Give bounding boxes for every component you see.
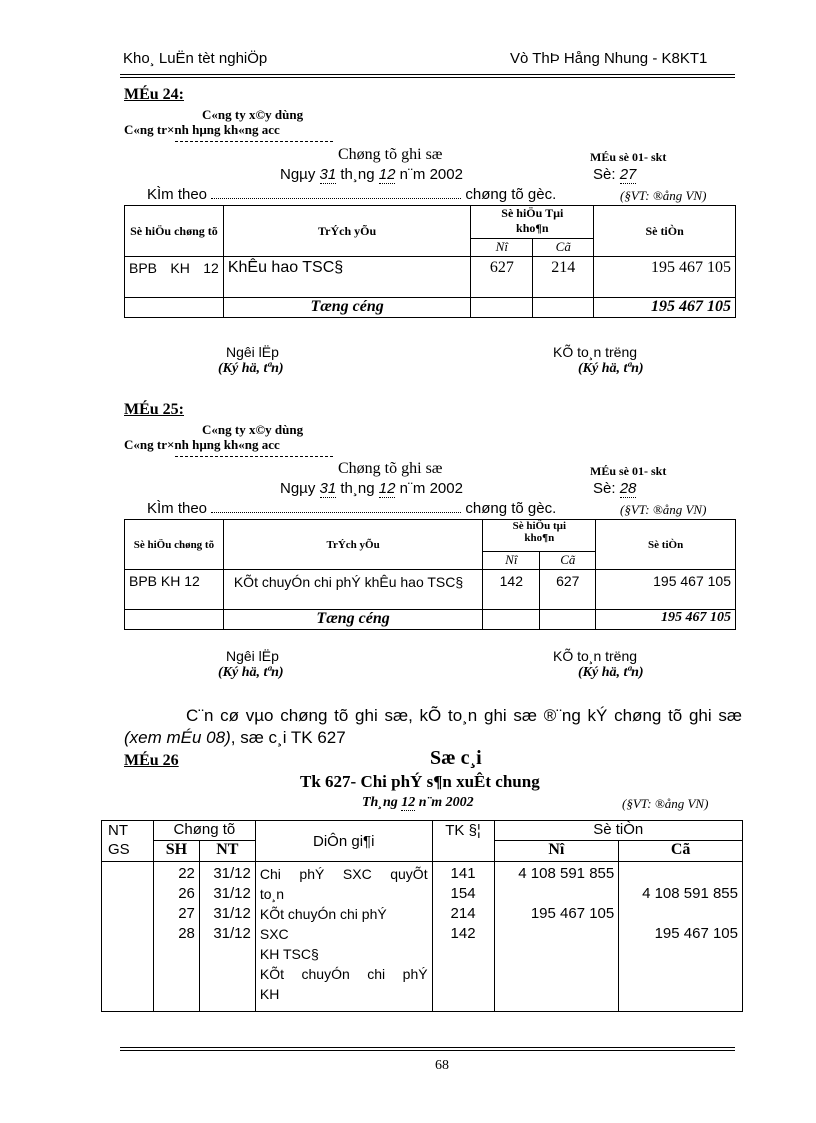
doc24-th-co: Cã — [533, 239, 594, 257]
doc24-total-co — [533, 298, 594, 318]
table-row-no — [499, 924, 615, 944]
doc26-desc-line: SXC — [259, 926, 289, 942]
doc25-th-co: Cã — [540, 552, 596, 570]
doc25-th-desc: TrÝch yÕu — [223, 520, 483, 570]
doc26-th-no: Nî — [494, 841, 619, 862]
doc26-table — [101, 820, 743, 1012]
doc24-label: MÉu 24: — [124, 86, 184, 103]
doc24-th-desc: TrÝch yÕu — [223, 206, 471, 257]
doc24-date-prefix: Ngµy — [280, 166, 316, 183]
table-row-tk: 154 — [450, 885, 476, 902]
table-row-co — [623, 904, 738, 924]
doc24-sig-right: KÕ to¸n trëng — [553, 344, 638, 360]
doc24-form: MÉu sè 01- skt — [590, 150, 667, 164]
doc24-title: Chøng tõ ghi sæ — [338, 146, 443, 163]
doc25-number — [593, 480, 636, 497]
doc26-tk-col — [432, 862, 494, 1012]
doc25-attach-prefix: KÌm theo — [147, 500, 208, 517]
doc25-attach — [147, 500, 556, 517]
doc25-th-no: Nî — [483, 552, 540, 570]
doc24-sig-right-note: (Ký hä, tªn) — [578, 361, 644, 376]
header-rule — [120, 74, 735, 75]
doc24-dash — [175, 141, 333, 142]
footer-rule-2 — [120, 1050, 735, 1051]
doc25-unit: C«ng tr×nh hµng kh«ng acc — [124, 437, 280, 452]
footer-rule — [120, 1047, 735, 1048]
doc26-month: 12 — [401, 795, 416, 810]
doc25-attach-suffix: chøng tõ gèc. — [465, 500, 557, 517]
table-row-sh: 27 — [178, 905, 195, 922]
doc24-desc: KhÊu hao TSC§ — [223, 257, 471, 298]
doc25-no-label: Sè: — [593, 480, 616, 497]
table-row-nt: 31/12 — [213, 865, 251, 882]
para-line2 — [124, 728, 346, 748]
doc26-th-tk: TK §¦ — [432, 821, 494, 862]
doc24-no-label: Sè: — [593, 166, 616, 183]
doc24-unit-note: (§VT: ®ång VN) — [620, 188, 707, 203]
doc24-date — [280, 166, 463, 183]
header-left: Kho¸ LuËn tèt nghiÖp — [123, 50, 268, 67]
doc26-label: MÉu 26 — [124, 752, 179, 769]
doc25-form: MÉu sè 01- skt — [590, 464, 667, 478]
doc25-total-empty — [125, 610, 224, 630]
doc25-date-mid: th¸ng — [340, 480, 375, 497]
doc24-th-acct: Sè hiÖu Tµi kho¶n — [471, 206, 594, 239]
doc26-desc-line: KÕt chuyÓn chi phÝ — [259, 906, 387, 922]
doc24-table — [124, 205, 736, 318]
doc26-period-suffix: n¨m 2002 — [418, 795, 474, 810]
doc25-sig-left-note: (Ký hä, tªn) — [218, 665, 284, 680]
doc24-no: 27 — [619, 166, 637, 183]
doc25-total-co — [540, 610, 596, 630]
doc24-date-mid: th¸ng — [340, 166, 375, 183]
doc24-day: 31 — [319, 166, 337, 183]
doc26-ntgs-cell — [102, 862, 154, 1012]
doc25-attach-dots — [211, 503, 461, 513]
doc25-ref: BPB KH 12 — [125, 570, 224, 610]
doc25-date-suffix: n¨m 2002 — [399, 480, 463, 497]
doc26-nt-col — [199, 862, 255, 1012]
doc25-sig-right: KÕ to¸n trëng — [553, 648, 638, 664]
doc25-th-ref: Sè hiÖu chøng tõ — [125, 520, 224, 570]
doc24-number — [593, 166, 636, 183]
doc25-date-prefix: Ngµy — [280, 480, 316, 497]
doc25-amt: 195 467 105 — [596, 570, 736, 610]
doc24-total-empty — [125, 298, 224, 318]
doc24-total: 195 467 105 — [594, 298, 736, 318]
doc26-desc-line: KÕt chuyÓn chi phÝ — [259, 966, 428, 982]
doc24-amt: 195 467 105 — [594, 257, 736, 298]
doc26-desc-col — [255, 862, 432, 1012]
doc24-date-suffix: n¨m 2002 — [399, 166, 463, 183]
doc26-th-desc: DiÔn gi¶i — [255, 821, 432, 862]
doc24-ref: BPB KH 12 — [125, 257, 224, 298]
doc24-attach — [147, 186, 556, 203]
doc26-th-amt: Sè tiÒn — [494, 821, 743, 841]
doc25-total-label: Tæng céng — [223, 610, 483, 630]
doc26-th-co: Cã — [619, 841, 743, 862]
doc25-no: 142 — [483, 570, 540, 610]
doc26-subtitle: Tk 627- Chi phÝ s¶n xuÊt chung — [300, 772, 540, 791]
table-row-tk: 214 — [450, 905, 476, 922]
doc26-co-col — [619, 862, 743, 1012]
para-line1: C¨n cø vµo chøng tõ ghi sæ, kÕ to¸n ghi sæ ®¨ng kÝ chøng tõ ghi sæ — [186, 706, 742, 725]
doc26-th-ct: Chøng tõ — [153, 821, 255, 841]
doc25-sig-right-note: (Ký hä, tªn) — [578, 665, 644, 680]
doc26-no-col — [494, 862, 619, 1012]
doc24-company: C«ng ty x©y dùng — [202, 107, 304, 122]
doc26-th-nt: NT — [199, 841, 255, 862]
doc25-co: 627 — [540, 570, 596, 610]
table-row-sh: 22 — [178, 865, 195, 882]
table-row-no — [499, 884, 615, 904]
table-row-nt: 31/12 — [213, 885, 251, 902]
doc25-total: 195 467 105 — [596, 610, 736, 630]
doc24-no: 627 — [471, 257, 533, 298]
doc26-desc-line: to¸n — [259, 886, 284, 902]
doc26-th-sh: SH — [153, 841, 199, 862]
para-line2-rest: , sæ c¸i TK 627 — [230, 728, 346, 747]
para-ref: (xem mÉu 08) — [124, 728, 231, 747]
doc25-sig-left: Ngêi lËp — [226, 648, 279, 664]
doc25-th-acct: Sè hiÖu tµi kho¶n — [483, 520, 596, 552]
doc25-table — [124, 519, 736, 630]
doc26-desc-line: KH — [259, 986, 280, 1002]
page-number: 68 — [435, 1058, 449, 1073]
doc25-no: 28 — [619, 480, 637, 497]
table-row-tk: 141 — [450, 865, 476, 882]
doc26-desc-line: KH TSC§ — [259, 946, 319, 962]
table-row-no: 195 467 105 — [530, 905, 615, 922]
table-row-nt: 31/12 — [213, 925, 251, 942]
table-row-co: 4 108 591 855 — [642, 885, 738, 902]
doc25-total-no — [483, 610, 540, 630]
doc25-dash — [175, 456, 333, 457]
doc26-body — [102, 862, 743, 1012]
table-row-co — [623, 864, 738, 884]
doc26-unit-note: (§VT: ®ång VN) — [622, 796, 709, 811]
doc26-period — [362, 795, 474, 811]
table-row-sh: 28 — [178, 925, 195, 942]
doc26-period-prefix: Th¸ng — [362, 795, 398, 810]
doc25-label: MÉu 25: — [124, 401, 184, 418]
doc24-th-ref: Sè hiÖu chøng tõ — [125, 206, 224, 257]
doc24-attach-suffix: chøng tõ gèc. — [465, 186, 557, 203]
doc24-month: 12 — [378, 166, 396, 183]
table-row-no: 4 108 591 855 — [518, 865, 615, 882]
doc25-day: 31 — [319, 480, 337, 497]
table-row-sh: 26 — [178, 885, 195, 902]
doc24-unit: C«ng tr×nh hµng kh«ng acc — [124, 122, 280, 137]
doc25-th-amt: Sè tiÒn — [596, 520, 736, 570]
header-rule-2 — [120, 77, 735, 78]
doc25-row — [125, 570, 736, 610]
header-right: Vò ThÞ Hång Nhung - K8KT1 — [510, 50, 708, 67]
table-row-co: 195 467 105 — [654, 925, 738, 942]
doc26-th-ntgs: NT GS — [102, 821, 154, 862]
doc26-title: Sæ c¸i — [430, 747, 482, 769]
table-row-tk: 142 — [450, 925, 476, 942]
doc24-sig-left: Ngêi lËp — [226, 344, 279, 360]
doc25-month: 12 — [378, 480, 396, 497]
doc24-sig-left-note: (Ký hä, tªn) — [218, 361, 284, 376]
doc25-date — [280, 480, 463, 497]
doc26-desc-line: Chi phÝ SXC quyÕt — [259, 866, 428, 882]
doc24-total-label: Tæng céng — [223, 298, 471, 318]
doc25-unit-note: (§VT: ®ång VN) — [620, 502, 707, 517]
doc24-row — [125, 257, 736, 298]
table-row-nt: 31/12 — [213, 905, 251, 922]
doc26-sh-col — [153, 862, 199, 1012]
doc24-attach-prefix: KÌm theo — [147, 186, 208, 203]
doc24-co: 214 — [533, 257, 594, 298]
doc25-title: Chøng tõ ghi sæ — [338, 460, 443, 477]
doc24-attach-dots — [211, 189, 461, 199]
doc25-desc: KÕt chuyÓn chi phÝ khÊu hao TSC§ — [223, 570, 483, 610]
doc24-th-no: Nî — [471, 239, 533, 257]
doc24-total-no — [471, 298, 533, 318]
doc25-company: C«ng ty x©y dùng — [202, 422, 304, 437]
doc24-th-amt: Sè tiÒn — [594, 206, 736, 257]
